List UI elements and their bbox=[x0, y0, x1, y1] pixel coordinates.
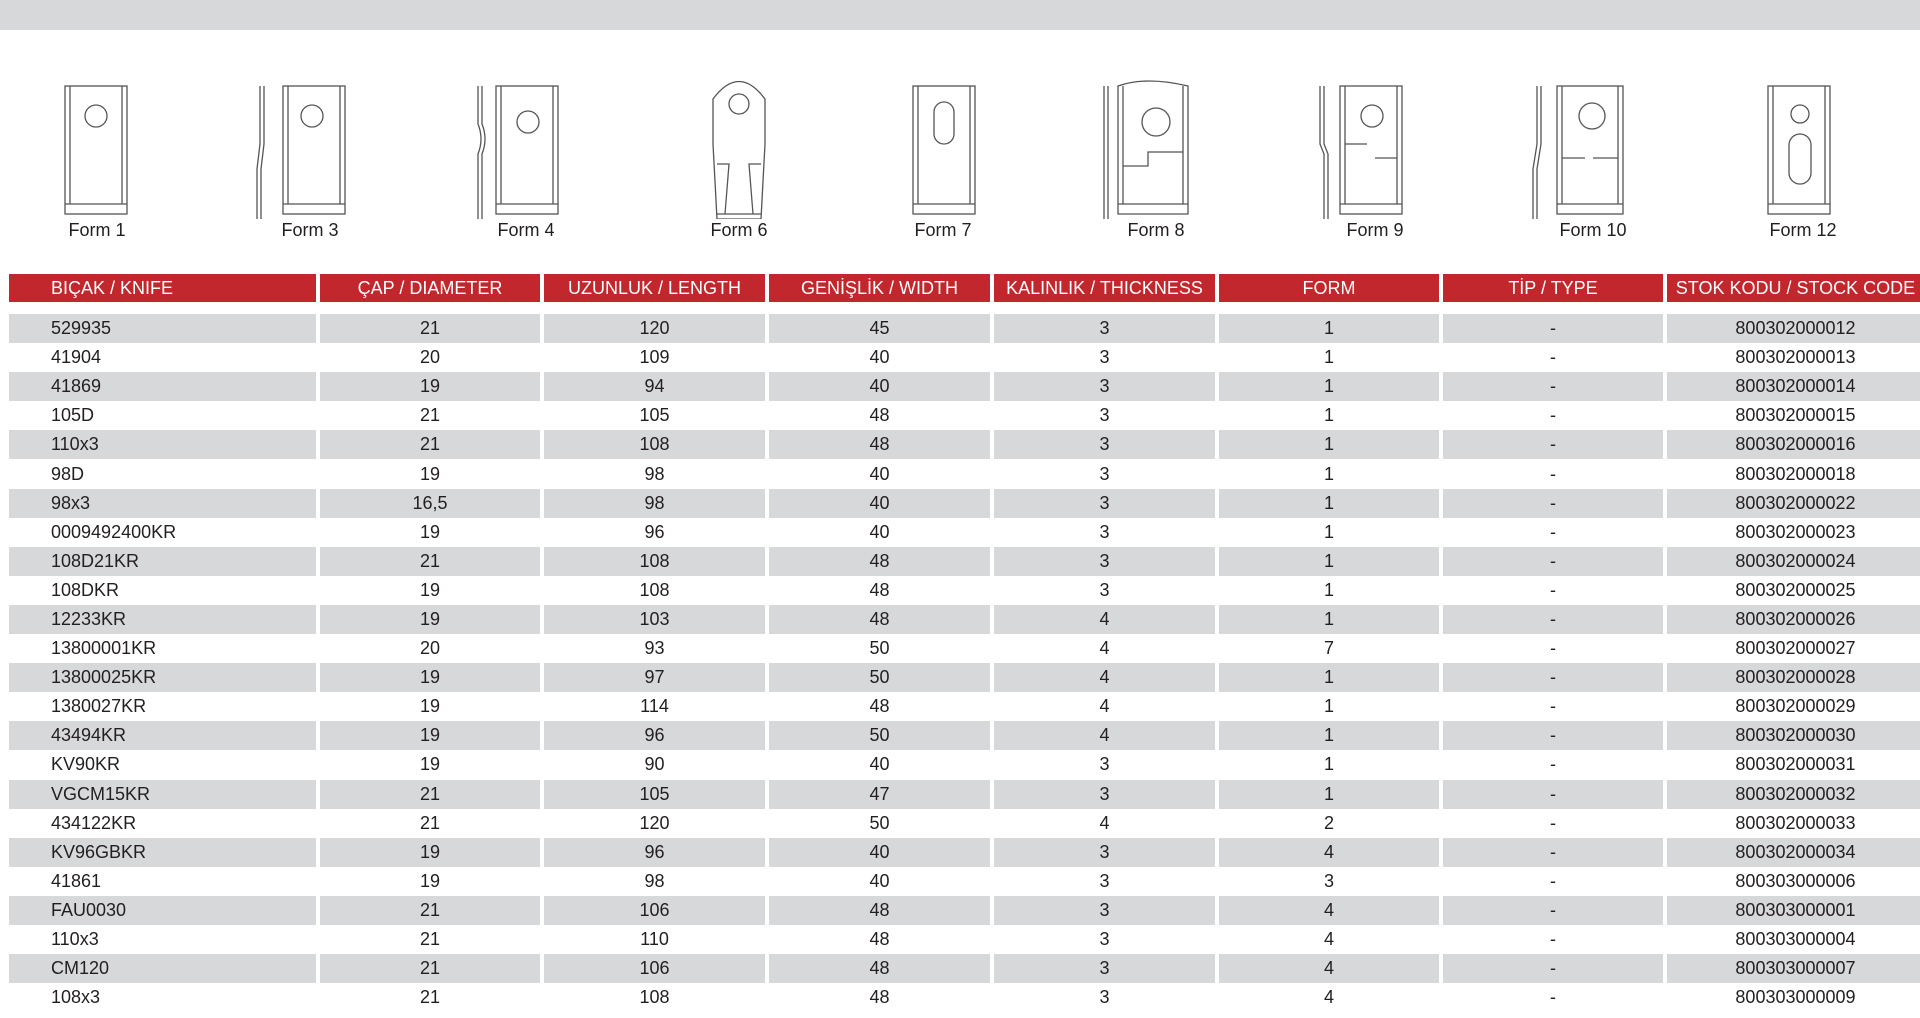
cell-type: - bbox=[1550, 812, 1556, 833]
form-6-diagram bbox=[659, 54, 819, 254]
cell-diameter: 19 bbox=[419, 696, 441, 717]
cell-diameter: 19 bbox=[419, 579, 441, 600]
cell-width: 48 bbox=[869, 579, 890, 600]
table-row bbox=[9, 925, 1920, 954]
table-row bbox=[9, 430, 1920, 459]
cell-diameter: 21 bbox=[320, 896, 540, 925]
cell-form: 1 bbox=[1323, 754, 1334, 775]
table-row bbox=[9, 838, 1920, 867]
cell-diameter: 21 bbox=[419, 987, 441, 1008]
cell-width: 45 bbox=[769, 314, 990, 343]
table-row bbox=[9, 663, 1920, 692]
cell-diameter: 19 bbox=[320, 605, 540, 634]
cell-thickness: 4 bbox=[1099, 696, 1110, 717]
cell-stock-code: 800302000034 bbox=[1667, 838, 1920, 867]
cell-thickness: 3 bbox=[1099, 463, 1110, 484]
cell-width: 50 bbox=[769, 663, 990, 692]
cell-length: 97 bbox=[544, 663, 765, 692]
form-1-diagram bbox=[17, 54, 177, 254]
cell-form: 4 bbox=[1219, 838, 1439, 867]
header-diameter: ÇAP / DIAMETER bbox=[320, 274, 540, 302]
cell-length: 98 bbox=[544, 489, 765, 518]
header-width: GENİŞLİK / WIDTH bbox=[769, 274, 990, 302]
cell-length: 106 bbox=[544, 954, 765, 983]
cell-thickness: 3 bbox=[1099, 579, 1110, 600]
cell-diameter: 20 bbox=[419, 347, 441, 368]
cell-knife: KV96GBKR bbox=[9, 838, 316, 867]
cell-width: 40 bbox=[869, 347, 890, 368]
cell-thickness: 4 bbox=[994, 663, 1215, 692]
cell-knife: 108D21KR bbox=[9, 547, 316, 576]
form-label: Form 7 bbox=[914, 220, 972, 240]
cell-diameter: 21 bbox=[320, 780, 540, 809]
table-row bbox=[9, 372, 1920, 401]
cell-length: 108 bbox=[544, 430, 765, 459]
cell-type: - bbox=[1443, 663, 1663, 692]
cell-form: 1 bbox=[1323, 463, 1334, 484]
cell-type: - bbox=[1550, 521, 1556, 542]
cell-form: 1 bbox=[1219, 489, 1439, 518]
cell-knife: 0009492400KR bbox=[51, 521, 177, 542]
cell-form: 1 bbox=[1323, 696, 1334, 717]
table-row bbox=[9, 721, 1920, 750]
cell-form: 1 bbox=[1219, 314, 1439, 343]
table-row bbox=[9, 692, 1920, 721]
table-row bbox=[9, 780, 1920, 809]
cell-diameter: 20 bbox=[419, 638, 441, 659]
cell-diameter: 19 bbox=[419, 870, 441, 891]
cell-diameter: 21 bbox=[419, 812, 441, 833]
cell-width: 48 bbox=[769, 605, 990, 634]
cell-type: - bbox=[1550, 347, 1556, 368]
cell-width: 48 bbox=[869, 405, 890, 426]
cell-length: 120 bbox=[544, 314, 765, 343]
cell-form: 1 bbox=[1219, 780, 1439, 809]
cell-type: - bbox=[1550, 579, 1556, 600]
form-4-icon bbox=[446, 54, 606, 219]
table-row bbox=[9, 605, 1920, 634]
cell-stock-code: 800302000016 bbox=[1667, 430, 1920, 459]
cell-length: 108 bbox=[544, 547, 765, 576]
cell-knife: CM120 bbox=[9, 954, 316, 983]
cell-stock-code: 800302000025 bbox=[1735, 579, 1856, 600]
form-label: Form 10 bbox=[1559, 220, 1627, 240]
cell-thickness: 4 bbox=[1099, 638, 1110, 659]
cell-thickness: 4 bbox=[994, 721, 1215, 750]
cell-type: - bbox=[1550, 870, 1556, 891]
cell-diameter: 19 bbox=[320, 721, 540, 750]
cell-width: 50 bbox=[869, 638, 890, 659]
form-1-icon bbox=[17, 54, 177, 219]
cell-length: 93 bbox=[644, 638, 665, 659]
cell-form: 1 bbox=[1323, 521, 1334, 542]
cell-type: - bbox=[1550, 405, 1556, 426]
cell-form: 2 bbox=[1323, 812, 1334, 833]
form-10-icon bbox=[1513, 54, 1673, 219]
cell-form: 7 bbox=[1323, 638, 1334, 659]
cell-type: - bbox=[1443, 372, 1663, 401]
cell-width: 50 bbox=[769, 721, 990, 750]
cell-length: 105 bbox=[639, 405, 670, 426]
cell-stock-code: 800303000007 bbox=[1667, 954, 1920, 983]
cell-knife: 529935 bbox=[9, 314, 316, 343]
cell-thickness: 3 bbox=[1099, 405, 1110, 426]
cell-width: 48 bbox=[769, 896, 990, 925]
table-row bbox=[9, 634, 1920, 663]
form-label: Form 9 bbox=[1346, 220, 1404, 240]
cell-width: 48 bbox=[769, 547, 990, 576]
form-9-icon bbox=[1295, 54, 1455, 219]
cell-form: 1 bbox=[1219, 430, 1439, 459]
header-knife: BIÇAK / KNIFE bbox=[9, 274, 316, 302]
form-label: Form 12 bbox=[1769, 220, 1837, 240]
cell-type: - bbox=[1443, 780, 1663, 809]
cell-width: 40 bbox=[869, 870, 890, 891]
form-label: Form 4 bbox=[497, 220, 555, 240]
cell-knife: 98x3 bbox=[9, 489, 316, 518]
cell-form: 1 bbox=[1219, 721, 1439, 750]
cell-type: - bbox=[1550, 638, 1556, 659]
table-row bbox=[9, 809, 1920, 838]
cell-form: 4 bbox=[1323, 929, 1334, 950]
cell-thickness: 3 bbox=[1099, 987, 1110, 1008]
cell-form: 4 bbox=[1219, 954, 1439, 983]
cell-stock-code: 800302000028 bbox=[1667, 663, 1920, 692]
cell-diameter: 19 bbox=[320, 663, 540, 692]
cell-form: 1 bbox=[1219, 547, 1439, 576]
cell-length: 109 bbox=[639, 347, 670, 368]
cell-width: 48 bbox=[769, 954, 990, 983]
cell-type: - bbox=[1443, 430, 1663, 459]
cell-knife: 43494KR bbox=[9, 721, 316, 750]
form-8-icon bbox=[1076, 54, 1236, 219]
cell-width: 40 bbox=[769, 489, 990, 518]
form-9-diagram bbox=[1295, 54, 1455, 254]
header-type: TİP / TYPE bbox=[1443, 274, 1663, 302]
cell-type: - bbox=[1443, 954, 1663, 983]
form-label: Form 1 bbox=[68, 220, 126, 240]
cell-width: 47 bbox=[769, 780, 990, 809]
cell-width: 40 bbox=[869, 521, 890, 542]
form-12-icon bbox=[1723, 54, 1883, 219]
table-row bbox=[9, 954, 1920, 983]
cell-stock-code: 800302000018 bbox=[1735, 463, 1856, 484]
cell-thickness: 3 bbox=[1099, 754, 1110, 775]
cell-width: 40 bbox=[769, 838, 990, 867]
cell-stock-code: 800302000031 bbox=[1735, 754, 1856, 775]
top-bar bbox=[0, 0, 1920, 30]
header-thickness: KALINLIK / THICKNESS bbox=[994, 274, 1215, 302]
cell-knife: 12233KR bbox=[9, 605, 316, 634]
cell-diameter: 19 bbox=[419, 463, 441, 484]
cell-knife: 108DKR bbox=[51, 579, 120, 600]
cell-length: 106 bbox=[544, 896, 765, 925]
table-row bbox=[9, 867, 1920, 896]
cell-form: 4 bbox=[1219, 896, 1439, 925]
cell-stock-code: 800303000001 bbox=[1667, 896, 1920, 925]
table-row bbox=[9, 576, 1920, 605]
form-label: Form 6 bbox=[710, 220, 768, 240]
table-row bbox=[9, 459, 1920, 488]
table-row bbox=[9, 343, 1920, 372]
cell-knife: 105D bbox=[51, 405, 95, 426]
cell-type: - bbox=[1443, 547, 1663, 576]
cell-length: 94 bbox=[544, 372, 765, 401]
cell-knife: 41869 bbox=[9, 372, 316, 401]
cell-form: 1 bbox=[1219, 605, 1439, 634]
form-3-icon bbox=[230, 54, 390, 219]
form-label: Form 8 bbox=[1127, 220, 1185, 240]
cell-width: 48 bbox=[769, 430, 990, 459]
cell-diameter: 19 bbox=[320, 838, 540, 867]
cell-knife: 13800001KR bbox=[51, 638, 157, 659]
cell-knife: VGCM15KR bbox=[9, 780, 316, 809]
cell-knife: 434122KR bbox=[51, 812, 137, 833]
cell-width: 50 bbox=[869, 812, 890, 833]
cell-length: 105 bbox=[544, 780, 765, 809]
form-7-icon bbox=[863, 54, 1023, 219]
cell-length: 96 bbox=[544, 721, 765, 750]
table-row bbox=[9, 314, 1920, 343]
table-row bbox=[9, 896, 1920, 925]
header-form: FORM bbox=[1219, 274, 1439, 302]
cell-length: 114 bbox=[640, 696, 669, 717]
cell-knife: 41861 bbox=[51, 870, 102, 891]
cell-diameter: 21 bbox=[419, 405, 441, 426]
cell-diameter: 21 bbox=[320, 547, 540, 576]
cell-diameter: 19 bbox=[419, 521, 441, 542]
cell-form: 4 bbox=[1323, 987, 1334, 1008]
cell-type: - bbox=[1550, 987, 1556, 1008]
cell-thickness: 3 bbox=[1099, 929, 1110, 950]
cell-type: - bbox=[1443, 605, 1663, 634]
table-row bbox=[9, 489, 1920, 518]
cell-stock-code: 800302000032 bbox=[1667, 780, 1920, 809]
cell-thickness: 3 bbox=[994, 372, 1215, 401]
cell-thickness: 3 bbox=[994, 430, 1215, 459]
cell-thickness: 3 bbox=[1099, 870, 1110, 891]
cell-stock-code: 800303000006 bbox=[1735, 870, 1856, 891]
cell-type: - bbox=[1443, 314, 1663, 343]
cell-thickness: 3 bbox=[994, 780, 1215, 809]
cell-stock-code: 800302000023 bbox=[1735, 521, 1856, 542]
table-row bbox=[9, 401, 1920, 430]
table-body bbox=[9, 302, 1920, 1012]
cell-stock-code: 800303000004 bbox=[1735, 929, 1856, 950]
cell-stock-code: 800302000024 bbox=[1667, 547, 1920, 576]
cell-type: - bbox=[1550, 696, 1556, 717]
table-header bbox=[9, 274, 1920, 302]
cell-stock-code: 800302000029 bbox=[1735, 696, 1856, 717]
form-8-diagram bbox=[1076, 54, 1236, 254]
cell-knife: 110x3 bbox=[9, 430, 316, 459]
cell-knife: 110x3 bbox=[51, 929, 99, 950]
cell-knife: KV90KR bbox=[51, 754, 121, 775]
cell-knife: 41904 bbox=[51, 347, 102, 368]
cell-length: 110 bbox=[640, 929, 669, 950]
header-length: UZUNLUK / LENGTH bbox=[544, 274, 765, 302]
cell-width: 48 bbox=[869, 929, 890, 950]
cell-width: 40 bbox=[869, 754, 890, 775]
table-row bbox=[9, 547, 1920, 576]
cell-knife: 1380027KR bbox=[51, 696, 147, 717]
cell-diameter: 21 bbox=[320, 430, 540, 459]
cell-thickness: 4 bbox=[1099, 812, 1110, 833]
cell-thickness: 3 bbox=[1099, 521, 1110, 542]
cell-form: 1 bbox=[1219, 663, 1439, 692]
cell-width: 48 bbox=[869, 987, 890, 1008]
table-row bbox=[9, 983, 1920, 1012]
cell-length: 96 bbox=[644, 521, 665, 542]
form-10-diagram bbox=[1513, 54, 1673, 254]
cell-type: - bbox=[1550, 929, 1556, 950]
cell-thickness: 4 bbox=[994, 605, 1215, 634]
form-7-diagram bbox=[863, 54, 1023, 254]
cell-form: 1 bbox=[1323, 347, 1334, 368]
cell-thickness: 3 bbox=[994, 547, 1215, 576]
form-diagrams bbox=[0, 30, 1920, 250]
cell-knife: 108x3 bbox=[51, 987, 101, 1008]
cell-thickness: 3 bbox=[1099, 347, 1110, 368]
cell-stock-code: 800302000030 bbox=[1667, 721, 1920, 750]
cell-length: 103 bbox=[544, 605, 765, 634]
cell-diameter: 16,5 bbox=[320, 489, 540, 518]
cell-type: - bbox=[1550, 463, 1556, 484]
knife-table bbox=[5, 274, 1920, 1012]
cell-stock-code: 800302000012 bbox=[1667, 314, 1920, 343]
cell-type: - bbox=[1550, 754, 1556, 775]
cell-stock-code: 800302000022 bbox=[1667, 489, 1920, 518]
cell-knife: FAU0030 bbox=[9, 896, 316, 925]
cell-width: 48 bbox=[869, 696, 890, 717]
form-12-diagram bbox=[1723, 54, 1883, 254]
cell-stock-code: 800302000013 bbox=[1735, 347, 1856, 368]
cell-diameter: 21 bbox=[320, 954, 540, 983]
cell-stock-code: 800302000033 bbox=[1735, 812, 1856, 833]
form-label: Form 3 bbox=[281, 220, 339, 240]
cell-thickness: 3 bbox=[994, 954, 1215, 983]
cell-diameter: 21 bbox=[419, 929, 441, 950]
cell-length: 90 bbox=[644, 754, 665, 775]
cell-length: 108 bbox=[639, 579, 670, 600]
cell-form: 1 bbox=[1323, 579, 1334, 600]
form-6-icon bbox=[659, 54, 819, 219]
cell-stock-code: 800302000015 bbox=[1735, 405, 1856, 426]
cell-length: 108 bbox=[639, 987, 670, 1008]
cell-width: 40 bbox=[769, 372, 990, 401]
header-stock-code: STOK KODU / STOCK CODE bbox=[1667, 274, 1920, 302]
cell-length: 98 bbox=[644, 870, 665, 891]
cell-type: - bbox=[1443, 721, 1663, 750]
cell-diameter: 19 bbox=[419, 754, 441, 775]
cell-length: 98 bbox=[644, 463, 665, 484]
cell-form: 3 bbox=[1323, 870, 1334, 891]
cell-thickness: 3 bbox=[994, 489, 1215, 518]
cell-thickness: 3 bbox=[994, 838, 1215, 867]
cell-diameter: 19 bbox=[320, 372, 540, 401]
cell-stock-code: 800302000026 bbox=[1667, 605, 1920, 634]
cell-stock-code: 800302000014 bbox=[1667, 372, 1920, 401]
cell-stock-code: 800303000009 bbox=[1735, 987, 1856, 1008]
table-row bbox=[9, 518, 1920, 547]
cell-form: 1 bbox=[1219, 372, 1439, 401]
cell-length: 96 bbox=[544, 838, 765, 867]
form-4-diagram bbox=[446, 54, 606, 254]
cell-type: - bbox=[1443, 838, 1663, 867]
cell-form: 1 bbox=[1323, 405, 1334, 426]
cell-stock-code: 800302000027 bbox=[1735, 638, 1856, 659]
cell-thickness: 3 bbox=[994, 314, 1215, 343]
cell-length: 120 bbox=[639, 812, 670, 833]
cell-thickness: 3 bbox=[994, 896, 1215, 925]
cell-diameter: 21 bbox=[320, 314, 540, 343]
cell-type: - bbox=[1443, 489, 1663, 518]
cell-width: 40 bbox=[869, 463, 890, 484]
cell-type: - bbox=[1443, 896, 1663, 925]
form-3-diagram bbox=[230, 54, 390, 254]
table-row bbox=[9, 750, 1920, 779]
cell-knife: 98D bbox=[51, 463, 85, 484]
cell-knife: 13800025KR bbox=[9, 663, 316, 692]
